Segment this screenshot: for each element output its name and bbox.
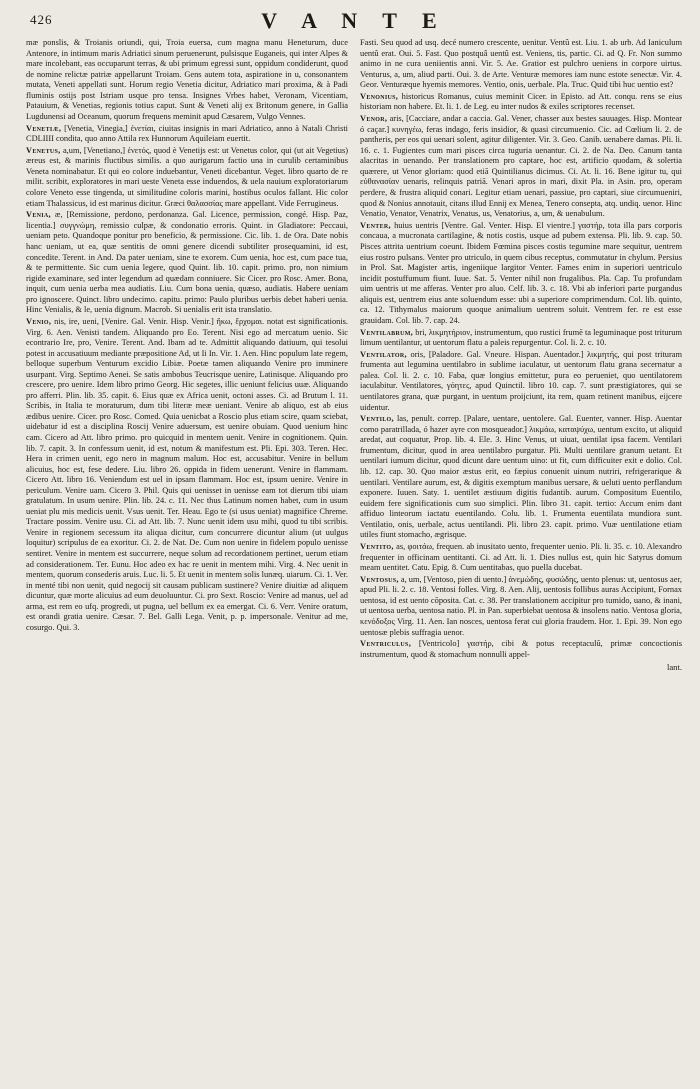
entry-headword: Venia, <box>26 210 51 220</box>
page-header <box>26 8 682 38</box>
dictionary-entry <box>360 221 682 326</box>
dictionary-entry <box>360 38 682 91</box>
dictionary-entry <box>26 317 348 633</box>
dictionary-entry <box>360 114 682 219</box>
entry-text: [Venetia, Vinegia,] ἐνετίαι, ciuitas insignis in mari Adriatico, anno à Natali Christi CDLIIII condita, quo anno Attila rex Hunnorum Aquileiam euertit. <box>26 123 348 144</box>
entry-text: a, um, [Ventoso, pien di uento.] ἀνεμώδης, φυσώδης, uento plenus: ut, uentosus aer, apud Pli. li. 2. c. 18. Ventosi folles. Virg. 8. Aen. Alij, uentosis follibus auras Accipiunt, Fornax uentosa, id est uento cōposita. Cat. c. 38. Per translationem accipitur pro tumido, uano, & inani, ut uentosa uerba, uentosa natio. Pl. in Pan. superbiebat uentosa & insolens natio. Ventosa gloria, κενόδοξος Virg. 11. Aen. Ian nosces, uentosa ferat cui gloria fraudem. Hor. 1. Epi. 39. Non ego uentosæ plebis suffragia uenor. <box>360 574 682 637</box>
entry-text: mæ ponslis, & Troianis oriundi, qui, Troia euersa, cum magna manu Heneturum, duce Antenore, in intimum maris Adriatici sinum peruenerunt, pulsisque Euganeis, qui inter Alpes & mare incolebant, eas occuparunt terras, & ubi primum egressi sunt, oppidum condiderunt, quod de nomine relictæ patriæ appellarunt Troiam. Gens autem tota, aspiratione in u, consonantem mutata, Veneti appellati sunt. Horum regio Venetia dicitur, Adriatico mari proxima, & à Padi fluminis ostijs post Istriam usque pro tensa. Insignes Vrbes habet, Veronam, Vicentiam, Patauium, & Venetias, regionis totius caput. Sunt & Veneti alij ex Britonum genere, in Gallia Lugdunensi ad Oceanum, quorum frequens meminit apud Cæsarem, Vulgo Vennes. <box>26 38 348 121</box>
page-number: 426 <box>30 12 53 27</box>
entry-headword: Venonius, <box>360 91 399 101</box>
entry-headword: Ventito, <box>360 542 394 552</box>
right-column <box>360 38 682 1083</box>
entry-text: nis, ire, ueni, [Venire. Gal. Venir. Hisp. Venir.] ἥκω, ἔρχομαι. notat est significationis. Virg. 6. Aen. Venisti tandem. Aliquando pro Eo. Terent. Nisi ego ad mercatum uenio. Sic econtrario Ire, pro, Venire. Terent. And. Ibam ad te. Admittit aliquando datiuum, qui tesolui potest in accusatiuum mediante præpositione Ad, ut Ii In. Vir. 1. Aen. Hinc populum late regem, belloque superbum Venturum excidio Libiæ. Poetæ tamen aliquando Venire pro imminere usurpant. Virg. Septimo Aenei. Se satis ambobus Teucrisque uenire, Latinisque. Aliquando pro crescere, pro uenire. Idem libro primo Georg. Hic segetes, illic ueniunt felicius uuæ. Aliquando pro afferri. Plin. lib. 35. capit. 6. Eius quæ ex Africa uenit, octoni asses. Ci. ad Brutum l. 11. Scribis, in Italia te moraturum, dum tibi literæ meæ ueniant. Venire ab aliquo, est ab eius ædibus uenire. Cicer. pro Rosc. Comed. Quia uenicbat a Roscio plus etiam scire, quam sciebat, uidebatur id est a disciplina Roscij Venire aduersum, est uenire obuiam. Quod uenium hinc cam. Cicero ad Att. libro primo. pro quicquid in mentem uenit. Venire in cognitionem. Quin. lib. 7. capit. 3. In confessum uenit, id est, notum & manifestum est. Pli. Epi. 303. Teren. Hec. Hera in crimen uenit, ego nero in magnum malum. Hoc est, accusabitur. Venire in bellum alicuius, hoc est, fese dedere. Liu. libro 26. oppida in fidem uenerunt. Venire in flammam. Cicero Att. libro 16. Veniendum est uel in ipsam flammam. Hoc est, ipsum uenire. Venire in periculum. Venire uam. Cicero 3. Phil. Quis qui uenisset in uenisse eam tot dierum tibi uiam gratulatum. In usum uenire. Plin. lib. 24. c. 11. Nec thus Latinum nomen habet, cum in usum ueniat plu mis medicis uenit. Vsus uenit. Ter. Heau. Ego te (si usus ueniat) magnifice Chreme. Tractare possim. Venire usu. Ci. ad Att. lib. 7. Nunc uenit idem usu mihi, quod tu tibi scribis. Venire in regionem secessum ita aliqua dicitur, cum concurrere dicuntur alium (ut uulgus loquitur) scripulus de ea exoritur. Ci. 2. de Nat. De. Cum non uenire in fidelem populo uenisse sentiret. Venire in mentem est succurrere, neque solum ad recordationem pertinet, uerum etiam ad considerationem. Ter. Eunu. Hoc adeo ex hac re uenit in mentem mihi. Virg. 4. Nec uenit in mentem, quorum consederis aruis. Luc. li. 5. Et uenit in mentem solis lunæq. uiarum. Ci. 1. Ver. in menté tibi non uenit, quid negocij sit causam publicam sustinere? Venire diuitiæ ad aliquem dicuntur, quæ morte alicuius ad eum deuoluuntur. Ci. pro Sext. Roscio: Venire ad manus, uel ad arma, est rem eo ufq. progredi, ut pugna, uel bellum ex ea emergat. Ci. 6. Verr. Venire oratum, est orandi gratia uenire. Cæsar. 7. Bel. Galli Lega. Venit, p. p. impersonale. Venitur ad me, cosurgo. Qui. 3. <box>26 316 348 632</box>
entry-headword: Venetus, <box>26 145 61 155</box>
dictionary-entry <box>26 210 348 315</box>
entry-text: as, φοιτάω, frequen. ab inusitato uento, frequenter uenio. Pli. li. 35. c. 10. Alexandro frequenter in officinam uentitanti. Ci. ad Att. li. 1. Dies nullus est, quin hic Satyrus domum meam uentitet. Catu. Epig. 8. Cum uentitabas, quo puella ducebat. <box>360 542 682 573</box>
entry-headword: Ventriculus, <box>360 639 412 649</box>
left-column <box>26 38 348 1083</box>
entry-text: oris, [Paladore. Gal. Vneure. Hispan. Auentador.] λικμητής, qui post trituram frumenta aut legumina uentilabro in sublime iaculatur, ut uentorum flatu grana secernatur a palea. Col. li. 2. c. 10. Faba, quæ longius emittetur, pura eo perueniet, quo uentilatorem iaculabitur. Ventilatores, γόητες, apud Quinctil. libro 10. cap. 7. sunt præstigiatores, qui se uentilatores grana, quæ purgant, in uentum proijciunt, ita rem, quam retinent manibus, eijcere uidentur. <box>360 349 682 412</box>
entry-headword: Ventilo, <box>360 414 394 424</box>
running-head: V A N T E <box>261 8 447 33</box>
entry-headword: Ventilabrum, <box>360 327 414 337</box>
entry-headword: Venter, <box>360 220 391 230</box>
dictionary-entry <box>360 575 682 638</box>
catchword: lant. <box>666 661 682 672</box>
dictionary-entry <box>26 38 348 122</box>
entry-headword: Venetiæ, <box>26 123 62 133</box>
entry-text: a,um, [Venetiano,] ἐνετός, quod è Venetijs est: ut Venetus color, qui (ut ait Vegetius) æreus est, & marinis fluctibus similis. a quo aurigarum factio una in curulib certaminibus Veneta nominabatur. Et qui eo colore induebantur, Veneti dicebantur. Veget. libro quarto de re milit. scribit, exploratores in mari ueste Veneta esse induendos, & uela nauium exploratoriarum colore Veneto esse tingenda, ut similitudine coloris marini, hostibus oculos fallant. Hic color etiam Thalassicus, id est marinus dicitur. Græci θαλασσίας mare appellant. Vide Ferrugineus. <box>26 145 348 208</box>
entry-text: [Ventricolo] γαστήρ, cibi & potus receptaculū, primæ concoctionis instrumentum, quod & stomachum nonnulli appel- <box>360 639 682 659</box>
dictionary-entry <box>360 92 682 113</box>
entry-text: las, penult. correp. [Palare, uentare, uentolere. Gal. Euenter, vanner. Hisp. Auentar como paratrillada, ó hazer ayre con mosqueador.] λικμάω, καταψύχω, uentum excito, ut aliquid aredat, aut coquatur, Prop. lib. 4. Ele. 3. Hinc Venus, ut uiuat, uentilat ipsa facem. Ventilari frumentum, dicitur, quod in area uentilabro purgatur. Pli. Multi uentilare granum uetant. Et uentilari iumum dicitur, quod dicunt dare uentum uino: ut fit, cum difficuiter exit e dolio. Col. lib. 12. cap. 30. Quo maior æstus erit, eo fæpius conuenit uinum nutriri, refrigerarique & uentilari. Ventilare aurum, est, & digitis exemptum manibus uersare, & ueluti uento perflandum exponere. Iuuen. Saty. 1. uentilet æstiuum digitis fudantib. aurum. Compositum Euentilo, euidem fere significationis cum suo simplici. Plin. libro 31. capit. tertio: Accum enim dant affiduo linteorum iactatu euentilando. Colu. lib. 1. Frumenta euentilata mundiora sunt. Ventilatio, onis, uerbale, actus uentilandi. Pli. libro 23. capit. primo. Vuæ uentilatione etiam utiles fiunt stomacho, ægrisque. <box>360 414 682 540</box>
entry-text: aris, [Cacciare, andar a caccia. Gal. Vener, chasser aux bestes sauuages. Hisp. Montear ó caçar.] κυνηγέω, feras indago, feris insidior, & quasi circumuenio. Cic. ad Cœlium li. 2. de pantheris, per eos qui uenari solent, agitur diligenter. Vir. 3. Geo. Canib. uenabere damas. Pli. li. 16. c. 1. Fugientes cum mari pisces circa tuguria uenantur. Ci. 2. de Na. Deo. Canum tanta alacritas in uenando. Per translationem pro captare, hoc est, artificio quodam, & solertia quærere, ut Venor gloriam: quod etiā Quintilianus dicimus. Ci. At. li. 16. Bene igitur tu, qui εὐθανασίαν uenaris, relinquis patriā. Venari apros in mari, dixit Pla. in Asin. pro, operam perdere, & frustra aliquid conari. Legitur etiam uenari, passiue, pro captari, siue circumueniri, quod & Nonius annotauit, citans illud Ennij ex Menea, Tenero consepta, atq. undiq. uenor. Hinc Venatio, Venator, Venatrix, Venatus, us, Venatorius, a, um, & uenabulum. <box>360 114 682 219</box>
entry-headword: Venor, <box>360 114 388 124</box>
entry-text: huius uentris [Ventre. Gal. Venter. Hisp. El vientre.] γαστήρ, tota illa pars corporis concaua, a mucronata cartilagine, & notis costis, usque ad pubem extensa. Pli. lib. 9. cap. 50. Pisces attrita uentrium coeunt. Ibidem Fœmina pisces costis tegumine mare sequitur, uentrem eius rostro pulsans. Venter pro utriculo, in quem cibus receptus, commutatur in chylum. Persius in Prol. Sat. Magister artis, ingeniique largitor Venter. Fames enim in superiori uentriculo incidit postuffumum fiunt. Iuue. Sat. 5. Venter nihil non frugalibus. Pla. Cap. Tu profundam uim uentris ut me afferas. Venter pro aluo. Celf. lib. 3. c. 18. Vbi ab inferiori parte purgandus aliquis est, uentrem eius ante soluendum esse: ubi a superiore comprimendum. Col. lib. quinto, ca. 12. Tithymalus maiorum quoque animalium uentrem soluit. Ventrem fer. re est esse grauidam. Col. lib. 7. cap. 24. <box>360 220 682 325</box>
entry-headword: Venio, <box>26 316 52 326</box>
entry-text: Fasti. Seu quod ad usq. decé numero crescente, uenitur. Ventû est. Liu. 1. ab urb. Ad Ianiculum uentû erat. Oui. 5. Fast. Quo postquâ uentû est. Veniens, tis, partic. Ci. ad Q. Fr. Non summo animo in ne cura ueniientis anni. Vir. 5. Ae. Gratior est pulchro ueniens in corpore uirtus. Venturus, a, um, aliud parti. Oui. 3. de Arte. Venturæ memores iam nunc estote senectæ. Vir. 4. Geor. Venturæque hyemis memores. Ventio, onis, uerbale. Pla. Truc. Quid tibi huc uentio est? <box>360 38 682 90</box>
entry-text: historicus Romanus, cuius meminit Cicer. in Episto. ad Att. conqu. rens se eius historiam non habere. Et. li. 1. de Leg. eu inter nudos & exiles scriptores recenset. <box>360 91 682 112</box>
entry-headword: Ventilator, <box>360 349 407 359</box>
dictionary-entry <box>360 414 682 541</box>
text-columns <box>26 38 682 1083</box>
dictionary-entry <box>360 542 682 574</box>
dictionary-entry <box>360 350 682 413</box>
dictionary-entry <box>26 146 348 209</box>
entry-text: bri, λικμητήριον, instrumentum, quo rustici frumē ta leguminaque post triturum limum uentilantur, ut uentorum flatu a paleis repurgentur. Col. li. 2. c. 10. <box>360 327 682 348</box>
dictionary-entry <box>360 328 682 349</box>
entry-headword: Ventosus, <box>360 574 399 584</box>
dictionary-entry <box>26 124 348 145</box>
dictionary-entry <box>360 639 682 660</box>
entry-text: æ, [Remissione, perdono, perdonanza. Gal. Licence, permission, congé. Hisp. Paz, licentia.] συγγνώμη, remissio culpæ, & condonatio erroris. Quint. in Gladiatore: Peccaui, ueniam peto. Quandoque ponitur pro beneficio, & permissione. Cic. lib. 1. de Ora. Date nobis hanc ueniam, ut ea, quæ sentitis de omni genere dicendi subtiliter prosequamini, id est, concedite. Terent. in And. Da pater ueniam, sine te exorem. Cum uenia, hoc est, cum pace tua, & te permittente. Sic cum uenia legere, quod Quint. lib. 10. capit. primo. pro, non nimium rigide examinare, sed inter legendum ad quædam conniuere. Sic Cicer. pro Rosc. Amer. Bona, inquit, cum uenia uerba mea audiatis. Liu. Cum bona uenia, quæso, audiatis. Habere ueniam pro ignoscere. Quinct. libro undecimo. capitu. primo: Paulo pluribus uerbis debet haberi uenia. Hinc Venialis, & le, uenia dignum. Macrob. Si uenialis erit ista translatio. <box>26 210 348 315</box>
